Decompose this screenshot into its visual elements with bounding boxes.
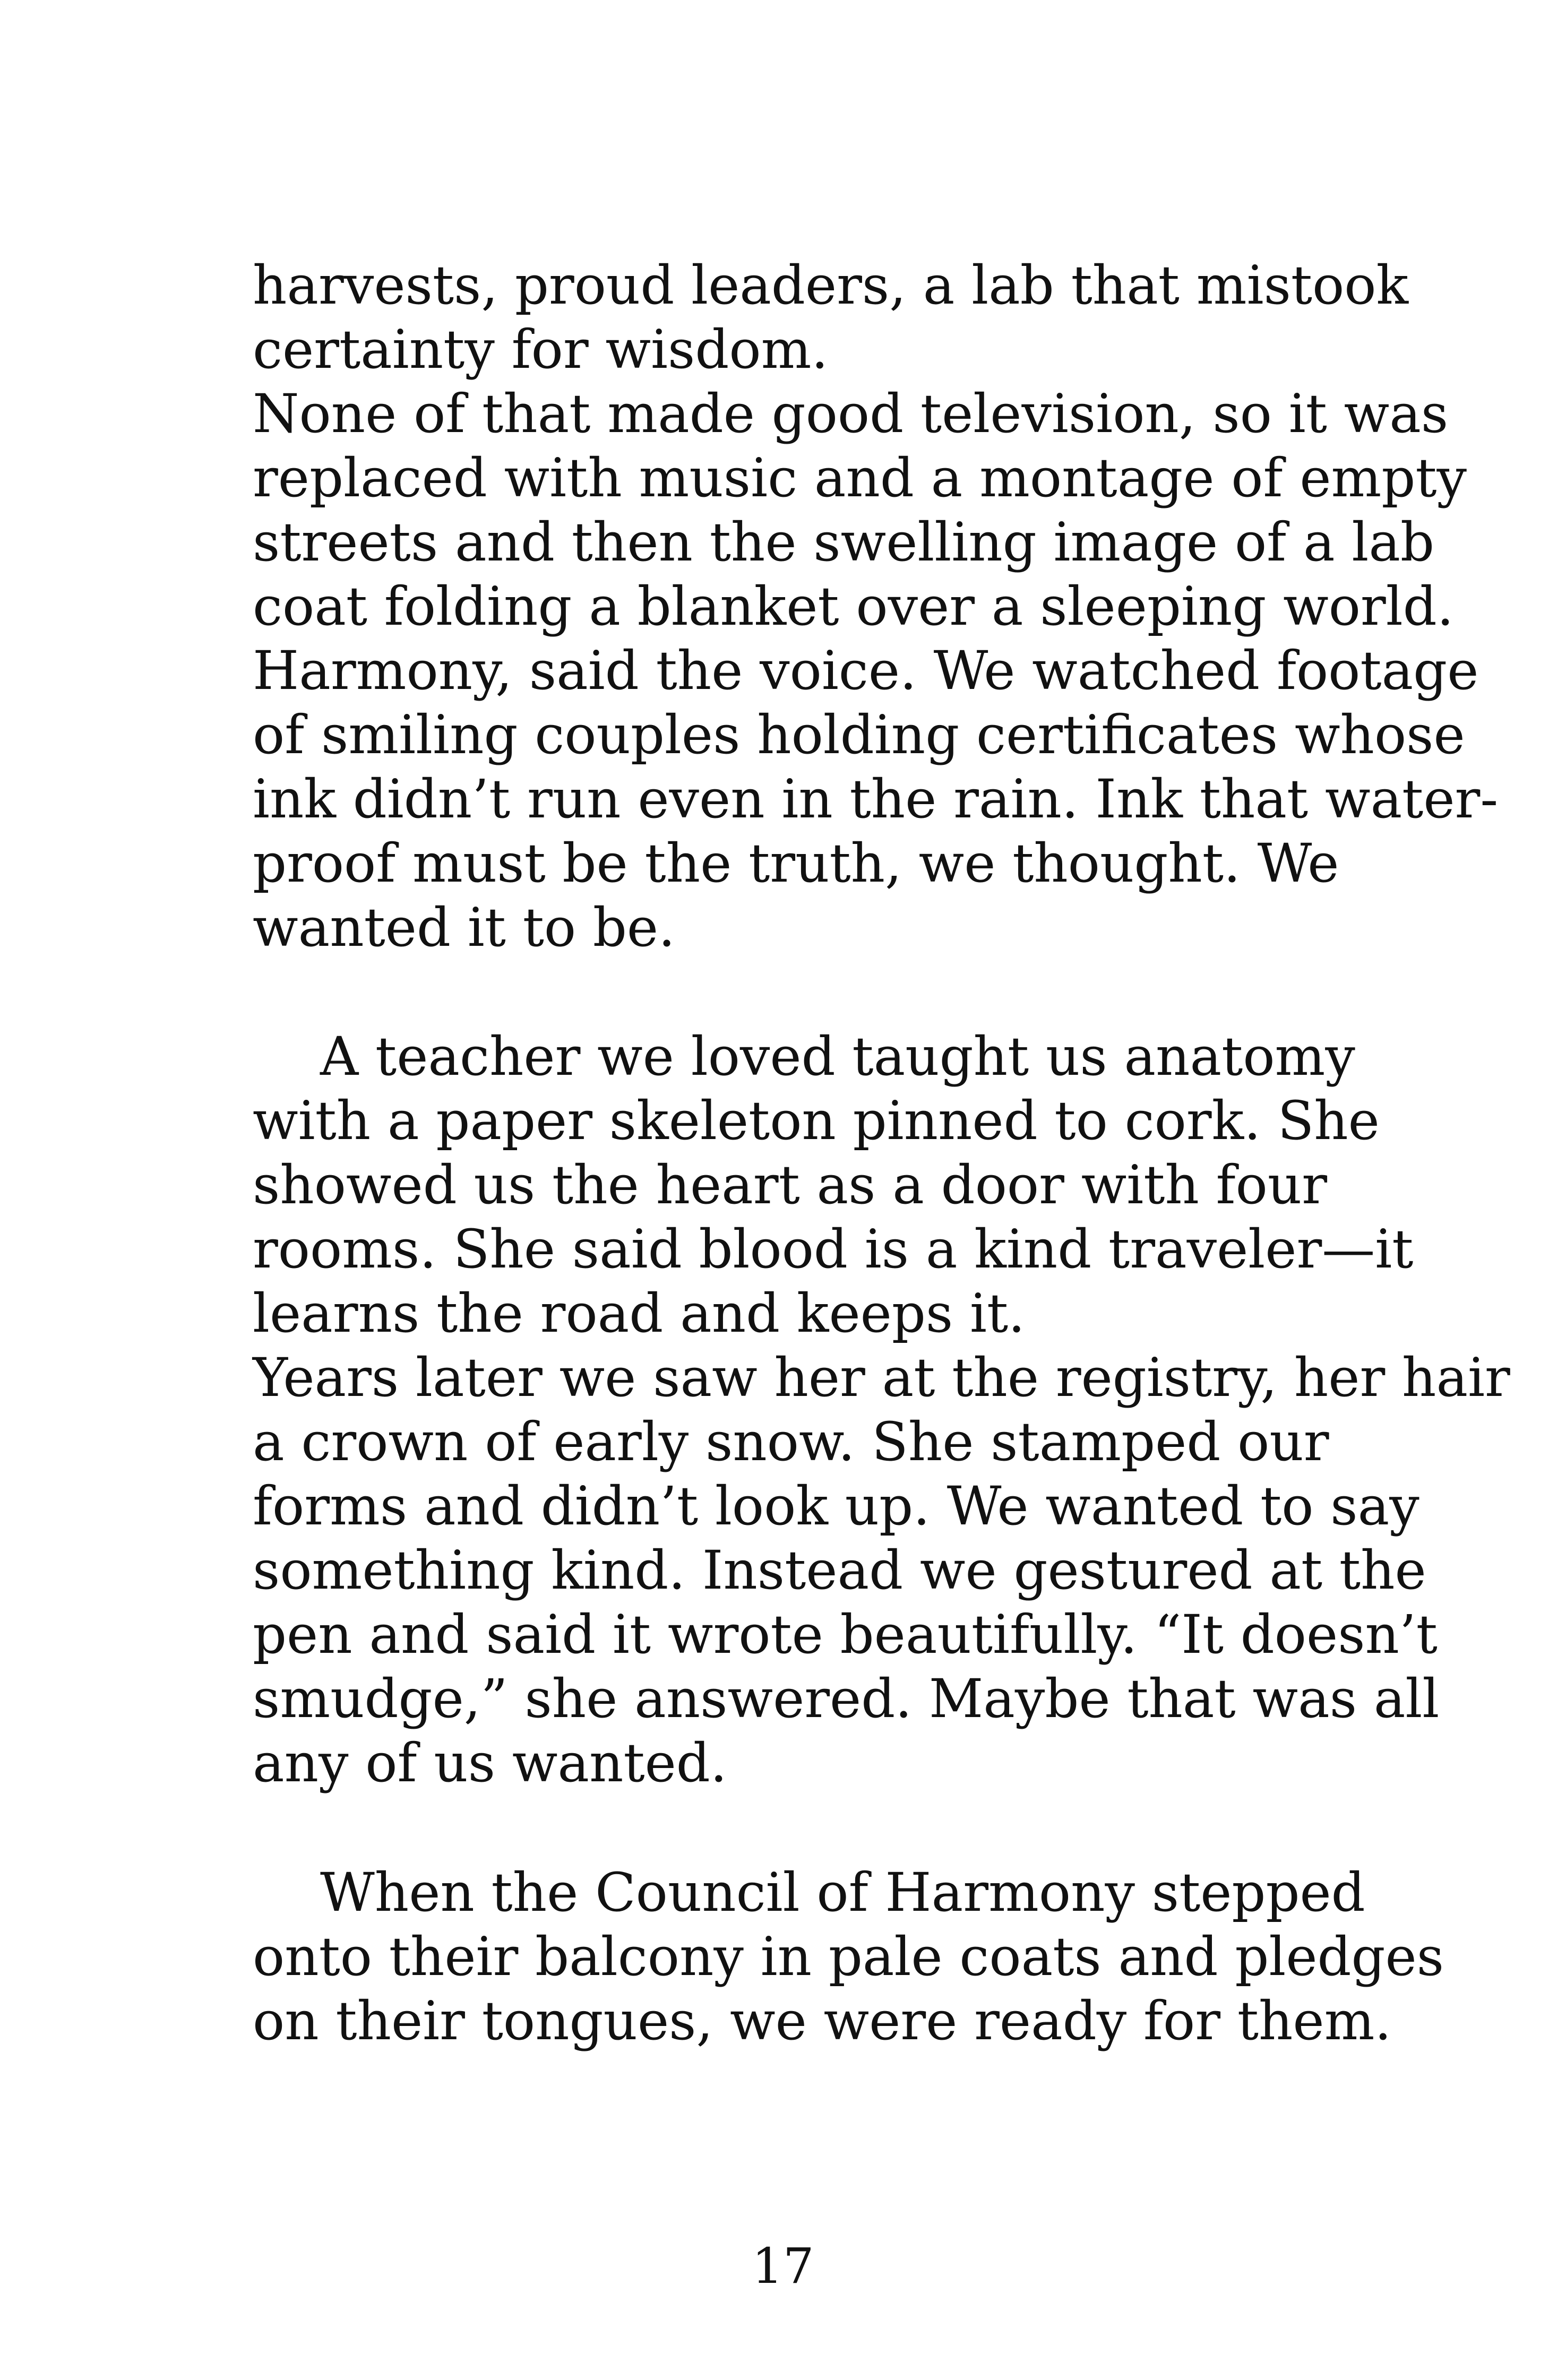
text-line: any of us wanted. xyxy=(253,1732,727,1794)
text-line: forms and didn’t look up. We wanted to say xyxy=(253,1475,1419,1537)
paragraph-block-1 xyxy=(253,253,1499,960)
text-line: a crown of early snow. She stamped our xyxy=(253,1411,1329,1473)
paragraph-block-2 xyxy=(253,1024,1510,1795)
text-line: proof must be the truth, we thought. We xyxy=(253,832,1339,894)
text-line: showed us the heart as a door with four xyxy=(253,1154,1328,1216)
text-line: with a paper skeleton pinned to cork. She xyxy=(253,1090,1380,1152)
text-line: harvests, proud leaders, a lab that mistook xyxy=(253,254,1409,316)
text-line: of smiling couples holding certificates whose xyxy=(253,704,1465,766)
text-line: None of that made good television, so it was xyxy=(253,383,1449,445)
text-line: learns the road and keeps it. xyxy=(253,1282,1025,1344)
text-line: smudge,” she answered. Maybe that was all xyxy=(253,1668,1440,1730)
text-line: pen and said it wrote beautifully. “It doesn’t xyxy=(253,1603,1438,1666)
text-line: replaced with music and a montage of empty xyxy=(253,447,1467,509)
text-line: Harmony, said the voice. We watched footage xyxy=(253,640,1479,702)
text-line: coat folding a blanket over a sleeping world. xyxy=(253,575,1454,637)
text-line: certainty for wisdom. xyxy=(253,318,829,381)
text-line: ink didn’t run even in the rain. Ink that water- xyxy=(253,768,1499,830)
text-line: wanted it to be. xyxy=(253,896,675,959)
text-line: onto their balcony in pale coats and pledges xyxy=(253,1926,1444,1988)
text-line: on their tongues, we were ready for them. xyxy=(253,1990,1392,2052)
text-line: Years later we saw her at the registry, her hair xyxy=(253,1347,1510,1409)
paragraph-block-3 xyxy=(253,1860,1444,2053)
text-line: When the Council of Harmony stepped xyxy=(320,1861,1365,1924)
text-line: A teacher we loved taught us anatomy xyxy=(320,1025,1355,1088)
text-line: streets and then the swelling image of a lab xyxy=(253,511,1434,573)
text-line: rooms. She said blood is a kind traveler—it xyxy=(253,1218,1414,1280)
text-line: something kind. Instead we gestured at the xyxy=(253,1539,1426,1601)
page-number: 17 xyxy=(752,2238,814,2295)
